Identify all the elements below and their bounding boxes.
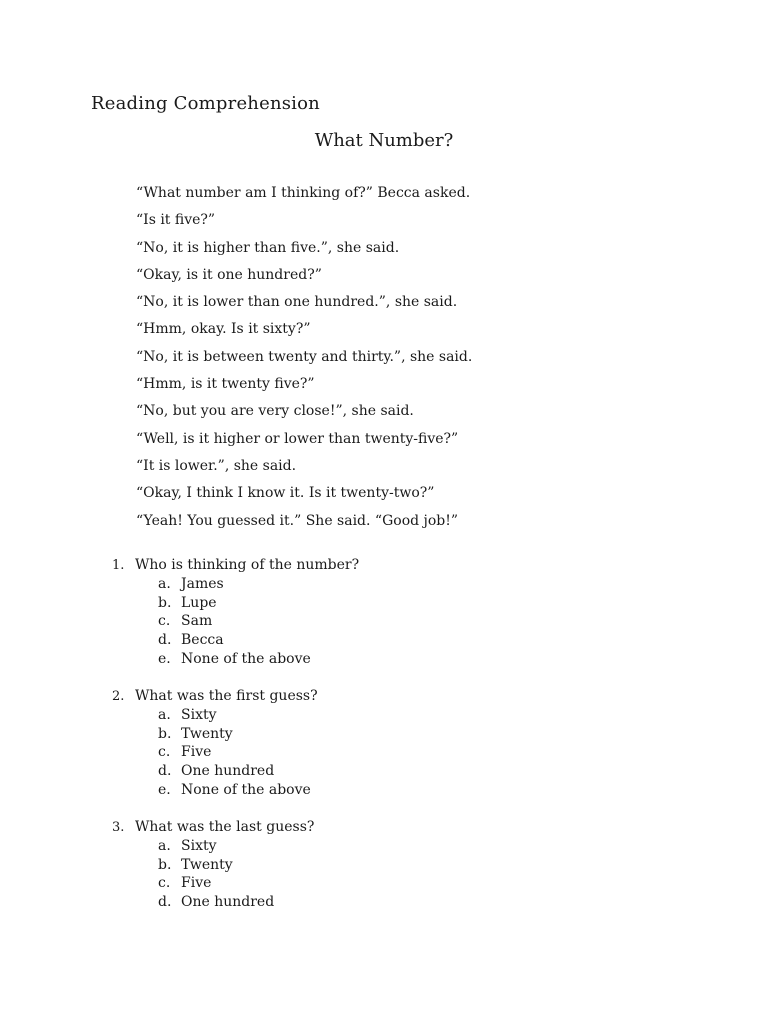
option-letter: b. bbox=[158, 594, 172, 611]
option-letter: b. bbox=[158, 725, 172, 742]
option-letter: a. bbox=[158, 576, 171, 592]
answer-option bbox=[158, 762, 672, 781]
question-prompt bbox=[112, 687, 672, 706]
option-text: Five bbox=[181, 875, 212, 892]
question-number: 3. bbox=[112, 819, 125, 835]
option-letter: d. bbox=[158, 893, 172, 910]
question-number: 2. bbox=[112, 688, 125, 704]
option-text: James bbox=[181, 576, 224, 592]
option-text: Sixty bbox=[181, 706, 217, 723]
answer-option bbox=[158, 874, 672, 893]
answer-option bbox=[158, 725, 672, 744]
answer-option bbox=[158, 650, 672, 669]
question-2 bbox=[112, 687, 672, 799]
story-line: “Okay, I think I know it. Is it twenty-two?” bbox=[136, 485, 435, 502]
story-line: “No, but you are very close!”, she said. bbox=[136, 403, 414, 420]
answer-option bbox=[158, 594, 672, 613]
answer-option bbox=[158, 631, 672, 650]
question-text: What was the first guess? bbox=[135, 687, 318, 704]
option-letter: c. bbox=[158, 744, 171, 761]
option-text: Becca bbox=[181, 632, 224, 649]
option-letter: d. bbox=[158, 763, 172, 779]
option-text: Twenty bbox=[181, 856, 233, 873]
story-line: “Is it five?” bbox=[136, 212, 216, 229]
option-text: Five bbox=[181, 744, 212, 761]
answer-option bbox=[158, 837, 672, 856]
question-prompt bbox=[112, 818, 672, 837]
story-title: What Number? bbox=[314, 130, 454, 151]
option-text: One hundred bbox=[181, 893, 275, 910]
option-text: One hundred bbox=[181, 763, 275, 779]
story-line: “Okay, is it one hundred?” bbox=[136, 266, 322, 283]
option-text: Lupe bbox=[181, 594, 217, 611]
answer-options bbox=[158, 837, 672, 912]
option-letter: d. bbox=[158, 632, 172, 649]
story-line: “It is lower.”, she said. bbox=[136, 457, 297, 474]
story-line: “Well, is it higher or lower than twenty-five?” bbox=[136, 430, 459, 447]
question-text: What was the last guess? bbox=[135, 818, 315, 835]
story-line: “No, it is lower than one hundred.”, she said. bbox=[136, 294, 458, 311]
question-3 bbox=[112, 818, 672, 912]
story-line: “Hmm, okay. Is it sixty?” bbox=[136, 321, 311, 338]
question-1 bbox=[112, 556, 672, 668]
story-line: “Hmm, is it twenty five?” bbox=[136, 376, 315, 393]
question-text: Who is thinking of the number? bbox=[135, 557, 360, 573]
answer-option bbox=[158, 856, 672, 875]
option-letter: e. bbox=[158, 650, 171, 667]
answer-option bbox=[158, 781, 672, 800]
option-text: Sam bbox=[181, 613, 213, 630]
story-line: “No, it is between twenty and thirty.”, she said. bbox=[136, 348, 473, 365]
option-letter: c. bbox=[158, 875, 171, 892]
question-list bbox=[112, 556, 672, 930]
option-text: None of the above bbox=[181, 781, 311, 798]
option-letter: b. bbox=[158, 856, 172, 873]
answer-option bbox=[158, 612, 672, 631]
answer-options bbox=[158, 706, 672, 799]
answer-option bbox=[158, 743, 672, 762]
answer-option bbox=[158, 893, 672, 912]
answer-options bbox=[158, 575, 672, 668]
option-text: None of the above bbox=[181, 650, 311, 667]
document-heading: Reading Comprehension bbox=[91, 93, 320, 114]
story-line: “What number am I thinking of?” Becca asked. bbox=[136, 185, 471, 201]
story-line: “Yeah! You guessed it.” She said. “Good job!” bbox=[136, 512, 459, 529]
story-line: “No, it is higher than five.”, she said. bbox=[136, 239, 400, 256]
story-text bbox=[136, 183, 696, 538]
question-number: 1. bbox=[112, 558, 125, 573]
question-prompt bbox=[112, 556, 672, 575]
option-letter: c. bbox=[158, 613, 171, 630]
answer-option bbox=[158, 575, 672, 594]
option-text: Twenty bbox=[181, 725, 233, 742]
answer-option bbox=[158, 706, 672, 725]
option-letter: a. bbox=[158, 837, 171, 854]
option-letter: e. bbox=[158, 781, 171, 798]
option-letter: a. bbox=[158, 706, 171, 723]
option-text: Sixty bbox=[181, 837, 217, 854]
